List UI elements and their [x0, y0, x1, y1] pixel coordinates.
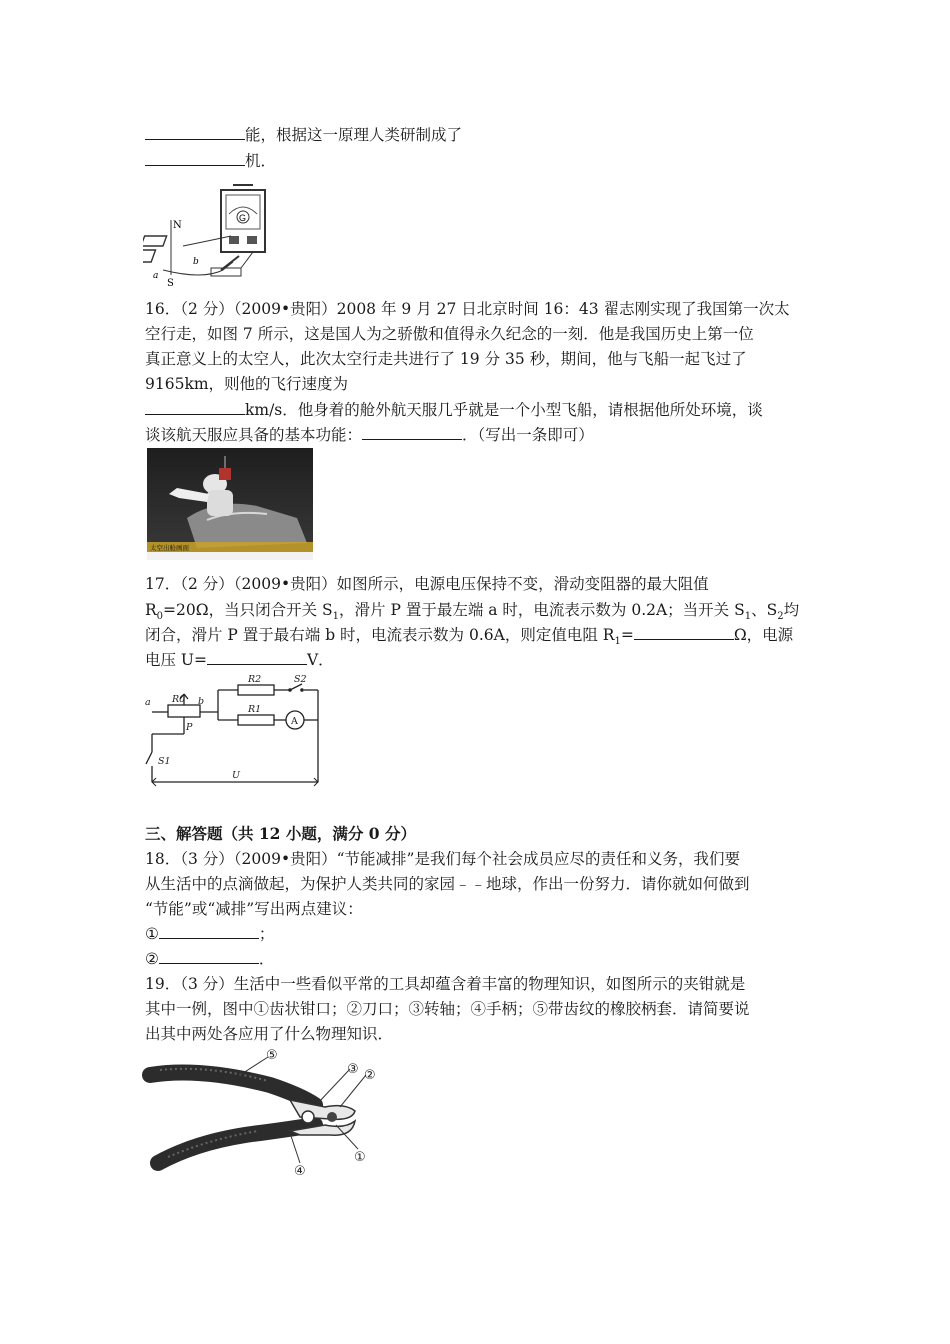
q18-line-1: 18．（3 分）（2009•贵阳）“节能减排”是我们每个社会成员应尽的责任和义务，我们要: [145, 850, 740, 868]
label-rubber-grip: ⑤: [266, 1048, 278, 1063]
q15-line-2: 机．: [145, 150, 276, 172]
switch-s1-label: S1: [158, 756, 171, 767]
terminal-b-label: b: [198, 696, 205, 707]
q17-line-1: 17．（2 分）（2009•贵阳）如图所示，电源电压保持不变，滑动变阻器的最大阻值: [145, 575, 709, 593]
answer-blank[interactable]: [159, 948, 259, 964]
q17-line-3: 闭合，滑片 P 置于最右端 b 时，电流表示数为 0.6A，则定值电阻 $R_1= \Omega$，电源: [145, 626, 794, 648]
section-heading: 三、解答题（共 12 小题，满分 0 分）: [145, 824, 416, 843]
rheostat-label: R0: [172, 694, 186, 705]
q17-line-2: $R_0=20\Omega$，当只闭合开关 $S_1$，滑片 P 置于最左端 a 时，电流表示数为 0.2A；当开关 $S_1$、$S_2$均: [145, 601, 800, 623]
resistor-r2-label: R2: [248, 674, 262, 685]
resistor-r1-label: R1: [248, 704, 262, 715]
q17-line-4: 电压 U= V．: [145, 651, 334, 669]
label-blade: ②: [364, 1068, 376, 1083]
q16-line-3: 真正意义上的太空人，此次太空行走共进行了 19 分 35 秒，期间，他与飞船一起飞过了: [145, 350, 747, 368]
answer-blank[interactable]: [159, 923, 259, 939]
spacewalk-photo: [147, 448, 313, 560]
ammeter-label: A: [291, 716, 298, 727]
q16-line-5: km/s．他身着的舱外航天服几乎就是一个小型飞船，请根据他所处环境，谈: [145, 399, 763, 421]
answer-blank[interactable]: [634, 624, 734, 640]
galvanometer-label: G: [239, 213, 247, 223]
q16-line-1: 16．（2 分）（2009•贵阳）2008 年 9 月 27 日北京时间 16：43 翟志刚实现了我国第一次太: [145, 300, 790, 318]
q18-line-2: 从生活中的点滴做起，为保护人类共同的家园﹣﹣地球，作出一份努力．请你就如何做到: [145, 875, 750, 893]
q16-line-4: 9165km，则他的飞行速度为: [145, 375, 349, 393]
q16-line-2: 空行走，如图 7 所示，这是国人为之骄傲和值得永久纪念的一刻．他是我国历史上第一位: [145, 325, 754, 343]
answer-blank[interactable]: [145, 124, 245, 140]
q16-line-6: 谈该航天服应具备的基本功能： ．（写出一条即可）: [145, 426, 594, 444]
q18-answer-1: ① ；: [145, 925, 275, 943]
q19-line-3: 出其中两处各应用了什么物理知识．: [145, 1025, 394, 1043]
circuit-diagram: [140, 672, 330, 790]
electromagnetic-induction-figure: [143, 180, 268, 290]
photo-caption: 太空出舱画面: [150, 544, 189, 552]
wire-a-label: a: [153, 271, 159, 281]
pliers-figure: [140, 1045, 390, 1180]
terminal-a-label: a: [145, 697, 151, 708]
label-teeth-jaw: ①: [354, 1150, 366, 1165]
magnet-north-label: N: [173, 220, 182, 231]
q15-line-1: 能，根据这一原理人类研制成了: [145, 124, 462, 146]
slider-label: P: [186, 722, 193, 733]
q18-line-3: “节能”或“减排”写出两点建议：: [145, 900, 363, 918]
answer-blank[interactable]: [362, 424, 462, 440]
answer-blank[interactable]: [145, 399, 245, 415]
magnet-south-label: S: [167, 278, 174, 289]
answer-blank[interactable]: [207, 649, 307, 665]
q18-answer-2: ② ．: [145, 950, 275, 968]
switch-s2-label: S2: [294, 674, 307, 685]
q19-line-2: 其中一例，图中①齿状钳口；②刀口；③转轴；④手柄；⑤带齿纹的橡胶柄套．请简要说: [145, 1000, 750, 1018]
label-handle: ④: [294, 1164, 306, 1179]
q19-line-1: 19．（3 分）生活中一些看似平常的工具却蕴含着丰富的物理知识，如图所示的夹钳就是: [145, 975, 746, 993]
answer-blank[interactable]: [145, 150, 245, 166]
voltage-u-label: U: [232, 770, 241, 781]
label-pivot: ③: [347, 1062, 359, 1077]
wire-b-label: b: [193, 257, 199, 267]
